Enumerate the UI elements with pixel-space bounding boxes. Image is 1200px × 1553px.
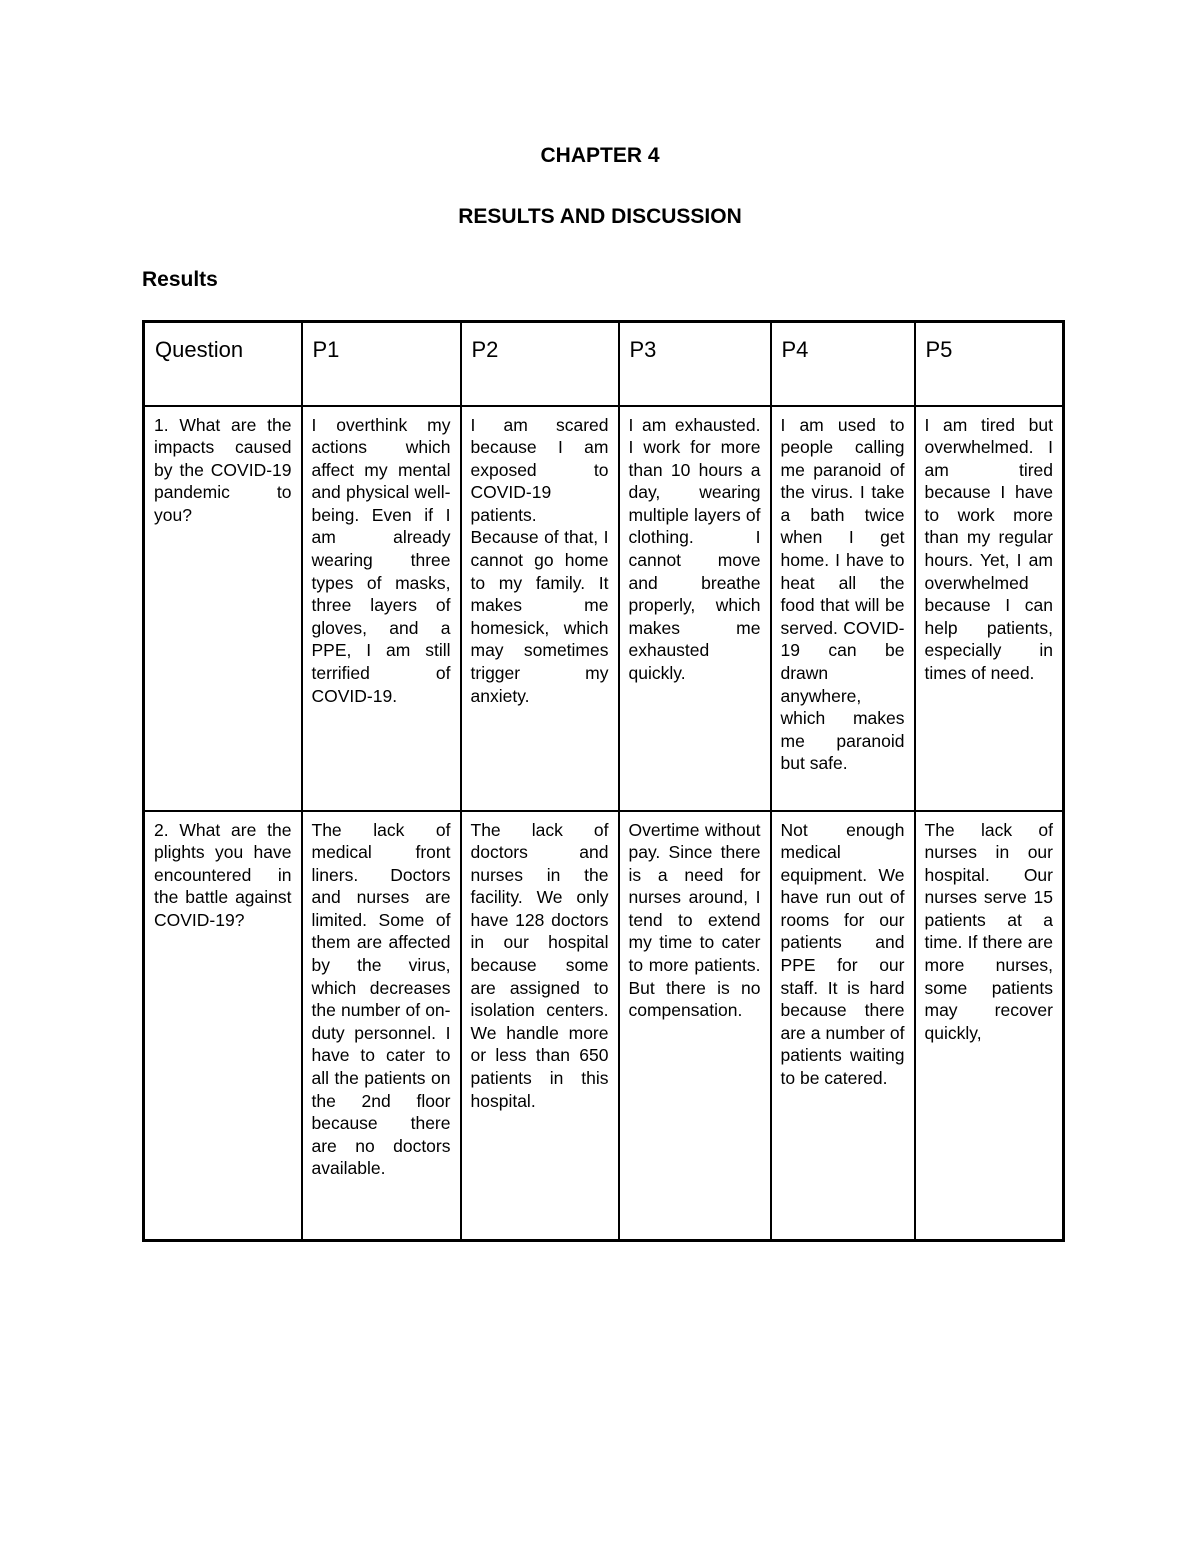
answer-cell-p2: The lack of doctors and nurses in the facility. We only have 128 doctors in our hospital because some are assigned to isolation centers. We handle more or less than 650 patients in this hospital. bbox=[461, 811, 619, 1241]
header-p1: P1 bbox=[302, 322, 461, 406]
results-subheading: Results bbox=[142, 268, 218, 291]
answer-cell-p2: I am scared because I am exposed to COVID-19 patients. Because of that, I cannot go home to my family. It makes me homesick, which may sometimes trigger my anxiety. bbox=[461, 406, 619, 811]
question-cell: 1. What are the impacts caused by the COVID-19 pandemic to you? bbox=[144, 406, 302, 811]
answer-cell-p1: I overthink my actions which affect my mental and physical well-being. Even if I am already wearing three types of masks, three layers of gloves, and a PPE, I am still terrified of COVID-19. bbox=[302, 406, 461, 811]
chapter-title: CHAPTER 4 bbox=[540, 144, 660, 167]
answer-cell-p4: Not enough medical equipment. We have run out of rooms for our patients and PPE for our staff. It is hard because there are a number of patients waiting to be catered. bbox=[771, 811, 915, 1241]
table-row bbox=[144, 811, 1064, 1241]
answer-cell-p4: I am used to people calling me paranoid of the virus. I take a bath twice when I get home. I have to heat all the food that will be served. COVID-19 can be drawn anywhere, which makes me paranoid but safe. bbox=[771, 406, 915, 811]
answer-cell-p1: The lack of medical front liners. Doctors and nurses are limited. Some of them are affected by the virus, which decreases the number of on-duty personnel. I have to cater to all the patients on the 2nd floor because there are no doctors available. bbox=[302, 811, 461, 1241]
answer-cell-p5: The lack of nurses in our hospital. Our nurses serve 15 patients at a time. If there are more nurses, some patients may recover quickly, bbox=[915, 811, 1064, 1241]
answer-cell-p3: Overtime without pay. Since there is a need for nurses around, I tend to extend my time to cater to more patients. But there is no compensation. bbox=[619, 811, 771, 1241]
header-p2: P2 bbox=[461, 322, 619, 406]
answer-cell-p5: I am tired but overwhelmed. I am tired because I have to work more than my regular hours. Yet, I am overwhelmed because I can help patients, especially in times of need. bbox=[915, 406, 1064, 811]
header-p5: P5 bbox=[915, 322, 1064, 406]
table-row bbox=[144, 406, 1064, 811]
answer-cell-p3: I am exhausted. I work for more than 10 hours a day, wearing multiple layers of clothing. I cannot move and breathe properly, which makes me exhausted quickly. bbox=[619, 406, 771, 811]
header-p3: P3 bbox=[619, 322, 771, 406]
section-title: RESULTS AND DISCUSSION bbox=[458, 205, 742, 228]
results-table bbox=[142, 320, 1065, 1242]
table-header-row bbox=[144, 322, 1064, 406]
header-question: Question bbox=[144, 322, 302, 406]
question-cell: 2. What are the plights you have encountered in the battle against COVID-19? bbox=[144, 811, 302, 1241]
header-p4: P4 bbox=[771, 322, 915, 406]
